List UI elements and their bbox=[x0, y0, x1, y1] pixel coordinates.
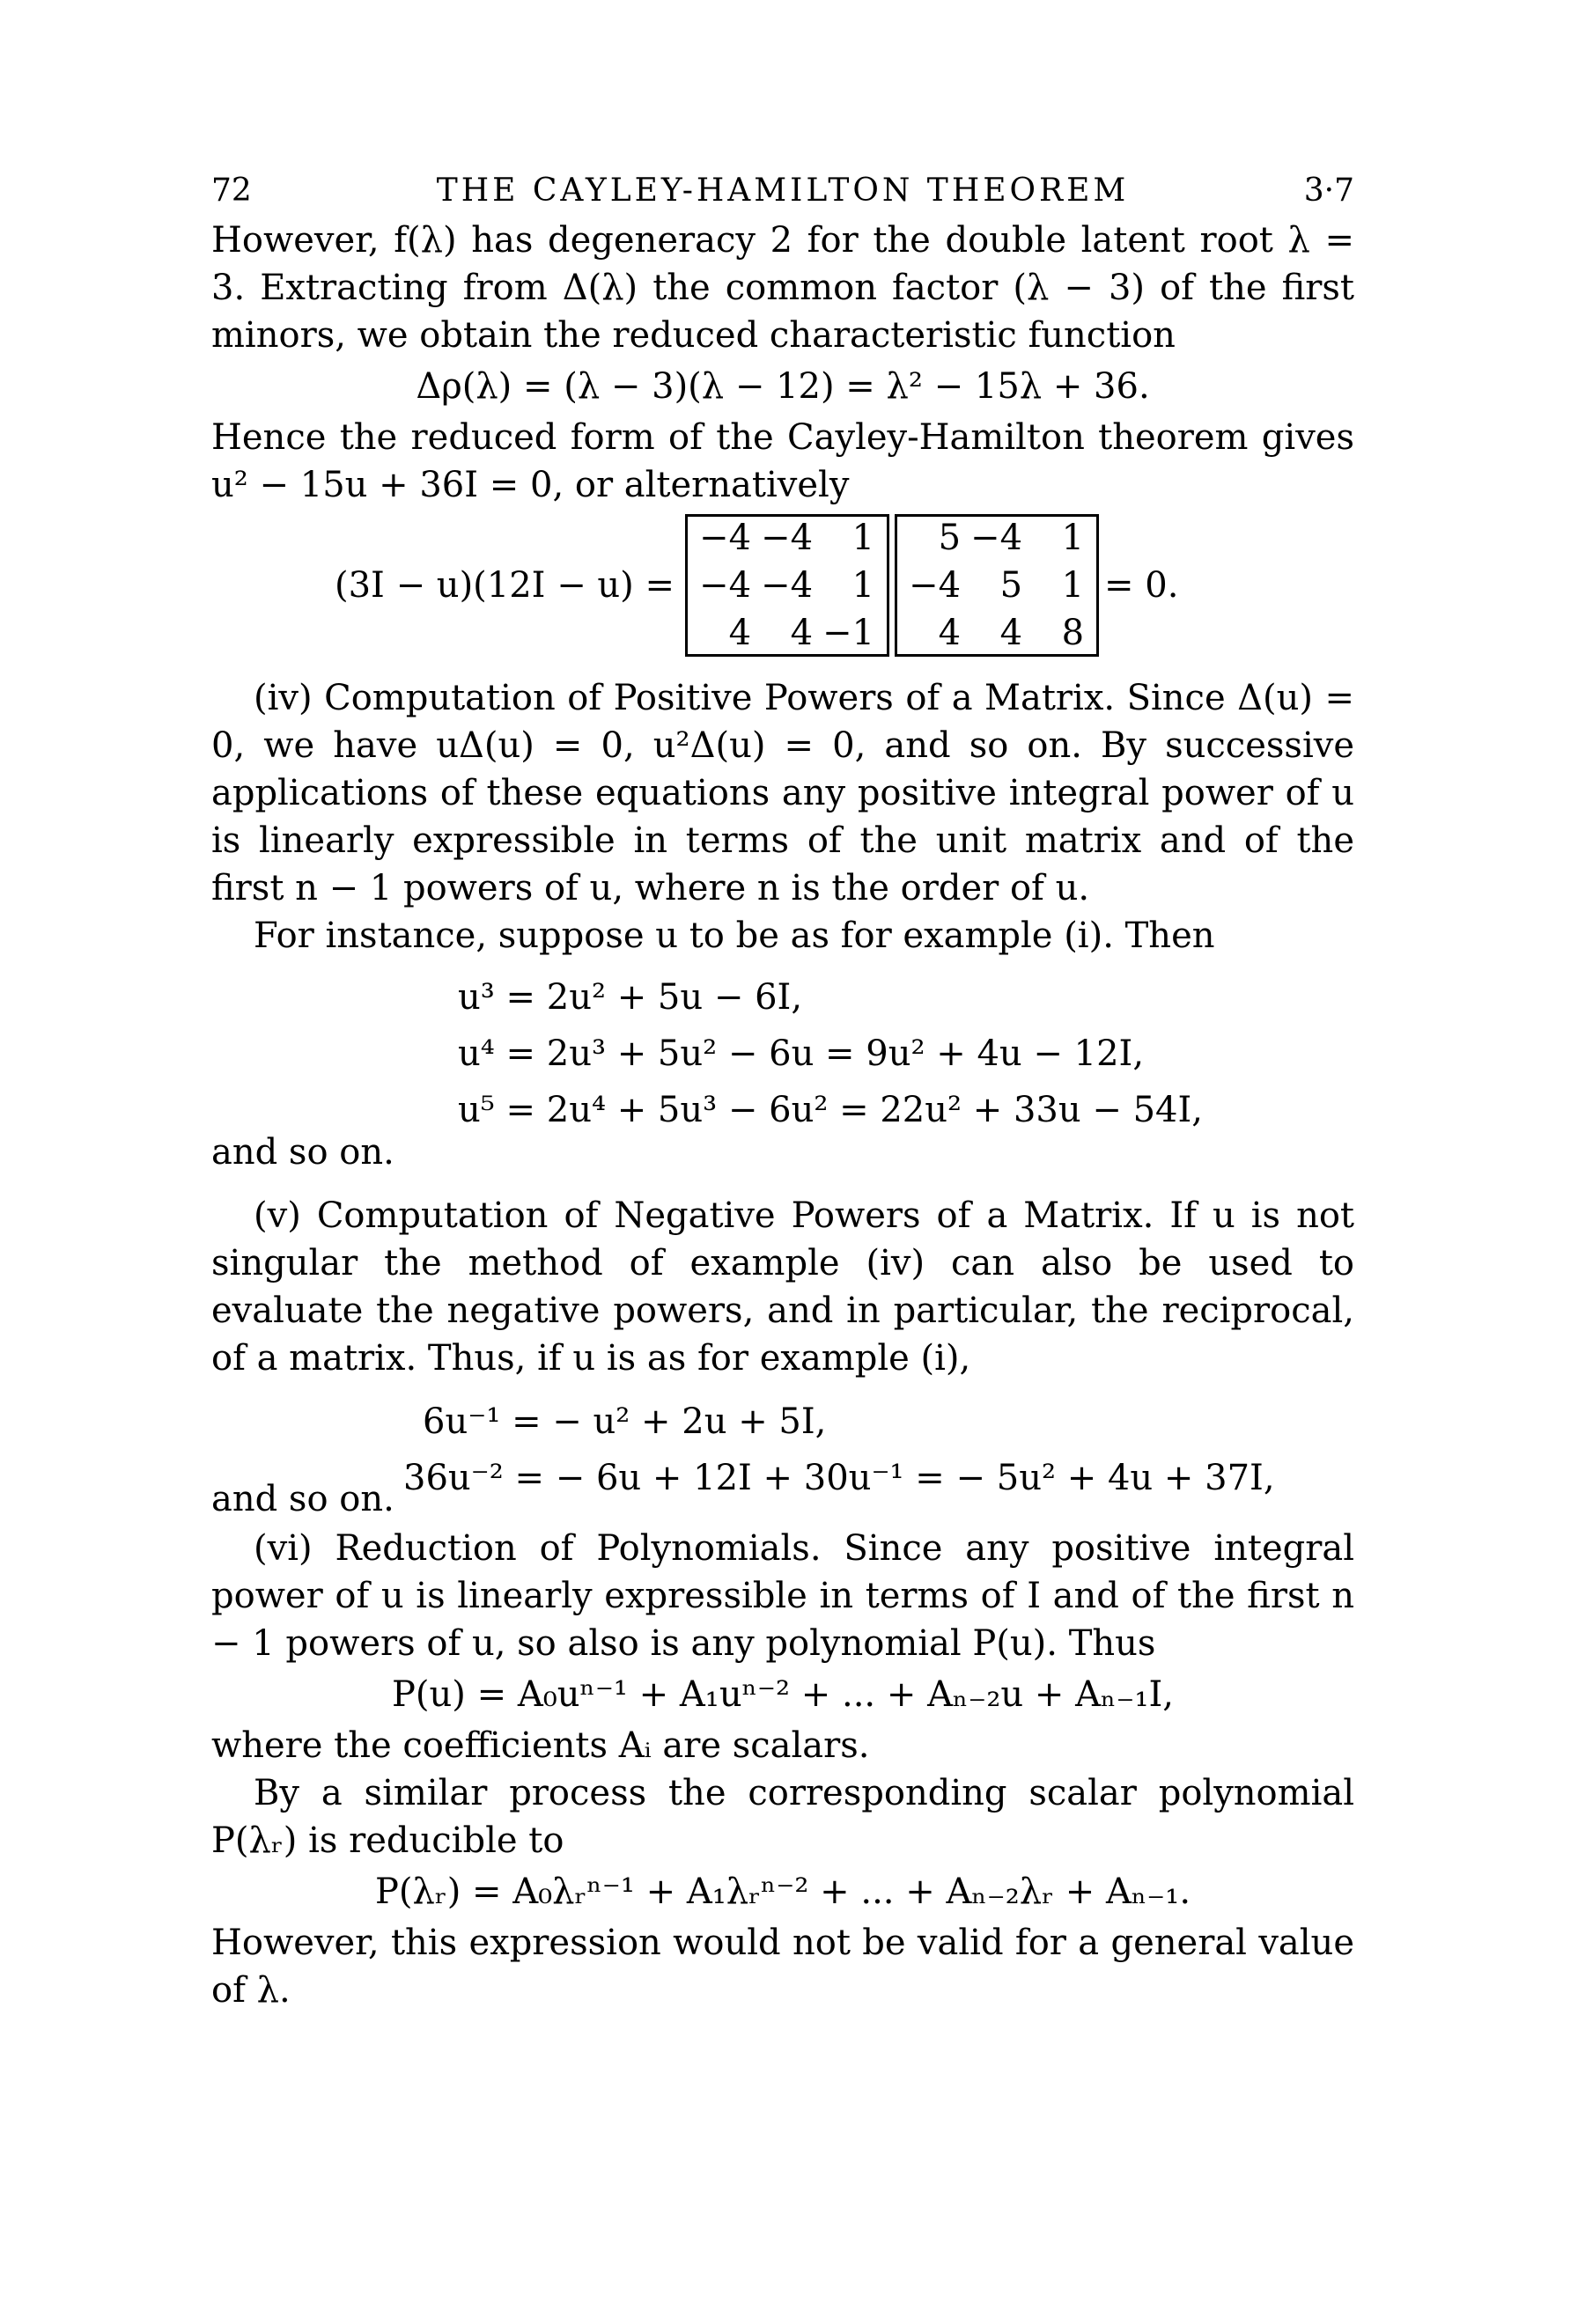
matrix-cell: 1 bbox=[1061, 518, 1085, 558]
matrix-cell: 4 bbox=[728, 613, 752, 653]
negative-powers-block bbox=[211, 1389, 1354, 1519]
matrix-cell: −4 bbox=[909, 565, 962, 606]
matrix-cell: 5 bbox=[938, 518, 962, 558]
powers-block bbox=[211, 965, 1354, 1181]
paragraph-for-instance: For instance, suppose u to be as for example (i). Then bbox=[254, 916, 1215, 956]
power-equation: u⁵ = 2u⁴ + 5u³ − 6u² = 22u² + 33u − 54I, bbox=[458, 1090, 1203, 1130]
matrix-equation-rhs: = 0. bbox=[1104, 565, 1179, 606]
matrix-cell: 4 bbox=[790, 613, 814, 653]
matrix-cell: 1 bbox=[851, 518, 875, 558]
matrix-cell: 4 bbox=[938, 613, 962, 653]
paragraph-negative-powers: (v) Computation of Negative Powers of a Matrix. If u is not singular the method of example (iv) can also be used to evaluate the negative powers, and in particular, the reciprocal, of a matrix. Thus, if u is as for example (i), bbox=[211, 1195, 1354, 1379]
matrix-cell: −4 bbox=[761, 565, 814, 606]
page bbox=[211, 167, 1354, 2014]
paragraph-similar-process: By a similar process the corresponding scalar polynomial P(λᵣ) is reducible to bbox=[211, 1773, 1354, 1861]
section-number: 3·7 bbox=[1303, 173, 1354, 209]
matrix-cell: 5 bbox=[999, 565, 1023, 606]
matrix-cell: 1 bbox=[1061, 565, 1085, 606]
matrix-cell: 8 bbox=[1061, 613, 1085, 653]
page-header bbox=[211, 167, 1354, 217]
matrix-cell: −1 bbox=[822, 613, 875, 653]
paragraph-reduction-polynomials: (vi) Reduction of Polynomials. Since any positive integral power of u is linearly expressible in terms of I and of the first n − 1 powers of u, so also is any polynomial P(u). Thus bbox=[211, 1528, 1354, 1664]
matrix-equation-lhs: (3I − u)(12I − u) = bbox=[335, 565, 675, 606]
paragraph-final: However, this expression would not be valid for a general value of λ. bbox=[211, 1923, 1354, 2011]
paragraph-reduced-form: Hence the reduced form of the Cayley-Hamilton theorem gives u² − 15u + 36I = 0, or alternatively bbox=[211, 417, 1354, 505]
matrix-second bbox=[895, 514, 1099, 657]
matrix-first bbox=[685, 514, 889, 657]
paragraph-positive-powers: (iv) Computation of Positive Powers of a Matrix. Since Δ(u) = 0, we have uΔ(u) = 0, u²Δ(u) = 0, and so on. By successive applications of these equations any positive integral power of u is linearly expressible in terms of the unit matrix and of the first n − 1 powers of u, where n is the order of u. bbox=[211, 678, 1354, 908]
and-so-on: and so on. bbox=[211, 1132, 394, 1173]
page-number: 72 bbox=[211, 173, 252, 209]
negative-power-equation: 36u⁻² = − 6u + 12I + 30u⁻¹ = − 5u² + 4u + 37I, bbox=[403, 1458, 1275, 1498]
equation-polynomial-lambda: P(λᵣ) = A₀λᵣⁿ⁻¹ + A₁λᵣⁿ⁻² + ... + Aₙ₋₂λᵣ + Aₙ₋₁. bbox=[374, 1872, 1191, 1912]
matrix-cell: −4 bbox=[699, 565, 752, 606]
and-so-on: and so on. bbox=[211, 1479, 394, 1519]
power-equation: u⁴ = 2u³ + 5u² − 6u = 9u² + 4u − 12I, bbox=[458, 1033, 1145, 1074]
matrix-cell: 4 bbox=[999, 613, 1023, 653]
running-title: THE CAYLEY-HAMILTON THEOREM bbox=[436, 173, 1130, 209]
paragraph-coefficients: where the coefficients Aᵢ are scalars. bbox=[211, 1725, 870, 1766]
matrix-cell: −4 bbox=[699, 518, 752, 558]
matrix-equation bbox=[335, 514, 1354, 657]
negative-power-equation: 6u⁻¹ = − u² + 2u + 5I, bbox=[423, 1401, 827, 1442]
matrix-cell: −4 bbox=[970, 518, 1023, 558]
matrix-cell: −4 bbox=[761, 518, 814, 558]
paragraph-degeneracy: However, f(λ) has degeneracy 2 for the double latent root λ = 3. Extracting from Δ(λ) the common factor (λ − 3) of the first minors, we obtain the reduced characteristic function bbox=[211, 220, 1354, 356]
power-equation: u³ = 2u² + 5u − 6I, bbox=[458, 977, 803, 1018]
equation-reduced-characteristic: Δρ(λ) = (λ − 3)(λ − 12) = λ² − 15λ + 36. bbox=[416, 366, 1150, 407]
matrix-cell: 1 bbox=[851, 565, 875, 606]
equation-polynomial-u: P(u) = A₀uⁿ⁻¹ + A₁uⁿ⁻² + ... + Aₙ₋₂u + Aₙ₋₁I, bbox=[392, 1674, 1174, 1715]
